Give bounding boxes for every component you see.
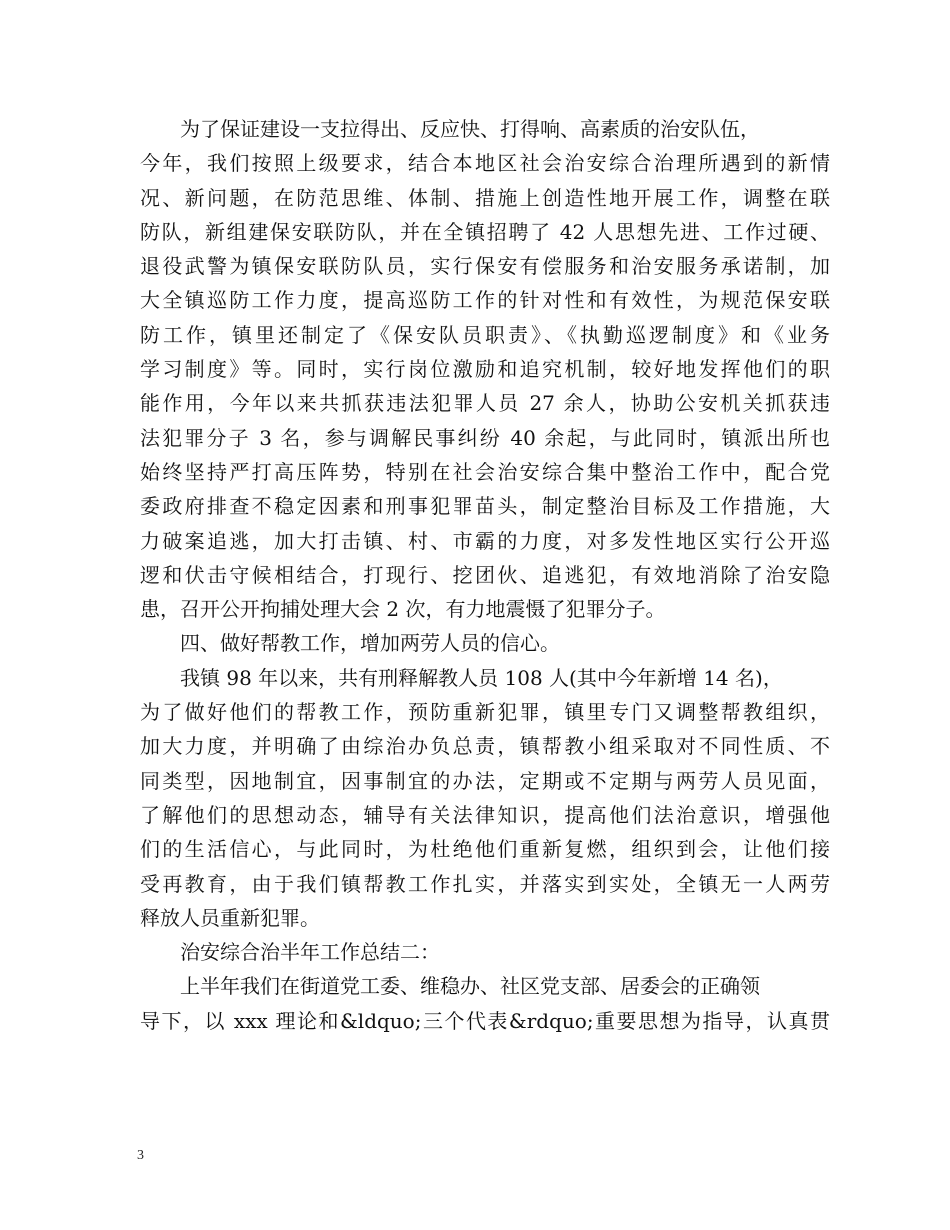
paragraph-line: 释放人员重新犯罪。	[140, 905, 320, 930]
paragraph-line: 况、新问题，在防范思维、体制、措施上创造性地开展工作，调整在联	[140, 185, 830, 210]
paragraph-line: 受再教育，由于我们镇帮教工作扎实，并落实到实处，全镇无一人两劳	[140, 871, 830, 896]
paragraph-line: 防队，新组建保安联防队，并在全镇招聘了 42 人思想先进、工作过硬、	[140, 219, 830, 244]
paragraph-line: 患，召开公开拘捕处理大会 2 次，有力地震慑了犯罪分子。	[140, 597, 666, 622]
paragraph-line: 法犯罪分子 3 名，参与调解民事纠纷 40 余起，与此同时，镇派出所也	[140, 425, 830, 450]
paragraph-line: 学习制度》等。同时，实行岗位激励和追究机制，较好地发挥他们的职	[140, 357, 830, 382]
section-heading: 治安综合治半年工作总结二：	[180, 940, 440, 965]
paragraph-line: 同类型，因地制宜，因事制宜的办法，定期或不定期与两劳人员见面，	[140, 768, 830, 793]
paragraph-line: 始终坚持严打高压阵势，特别在社会治安综合集中整治工作中，配合党	[140, 459, 830, 484]
paragraph-line: 退役武警为镇保安联防队员，实行保安有偿服务和治安服务承诺制，加	[140, 254, 830, 279]
paragraph-line: 为了做好他们的帮教工作，预防重新犯罪，镇里专门又调整帮教组织，	[140, 700, 830, 725]
paragraph-line: 能作用，今年以来共抓获违法犯罪人员 27 余人，协助公安机关抓获违	[140, 391, 830, 416]
paragraph-line: 力破案追逃，加大打击镇、村、市霸的力度，对多发性地区实行公开巡	[140, 528, 830, 553]
section-heading: 四、做好帮教工作，增加两劳人员的信心。	[180, 631, 560, 656]
paragraph-line: 逻和伏击守候相结合，打现行、挖团伙、追逃犯，有效地消除了治安隐	[140, 562, 830, 587]
document-body	[140, 112, 830, 1038]
paragraph-line: 委政府排查不稳定因素和刑事犯罪苗头，制定整治目标及工作措施，大	[140, 494, 830, 519]
paragraph-line: 加大力度，并明确了由综治办负总责，镇帮教小组采取对不同性质、不	[140, 734, 830, 759]
paragraph-line: 为了保证建设一支拉得出、反应快、打得响、高素质的治安队伍，	[180, 117, 760, 141]
paragraph-line: 大全镇巡防工作力度，提高巡防工作的针对性和有效性，为规范保安联	[140, 288, 830, 313]
paragraph-line: 防工作，镇里还制定了《保安队员职责》、《执勤巡逻制度》和《业务	[140, 322, 830, 347]
paragraph-line: 上半年我们在街道党工委、维稳办、社区党支部、居委会的正确领	[180, 974, 760, 999]
paragraph-line: 了解他们的思想动态，辅导有关法律知识，提高他们法治意识，增强他	[140, 802, 830, 827]
paragraph-line: 今年，我们按照上级要求，结合本地区社会治安综合治理所遇到的新情	[140, 151, 830, 176]
paragraph-line: 导下，以 xxx 理论和&ldquo;三个代表&rdquo;重要思想为指导，认真贯	[140, 1008, 830, 1033]
paragraph-line: 我镇 98 年以来，共有刑释解教人员 108 人(其中今年新增 14 名)，	[180, 665, 783, 690]
paragraph-line: 们的生活信心，与此同时，为杜绝他们重新复燃，组织到会，让他们接	[140, 837, 830, 862]
page-number: 3	[137, 1148, 144, 1163]
